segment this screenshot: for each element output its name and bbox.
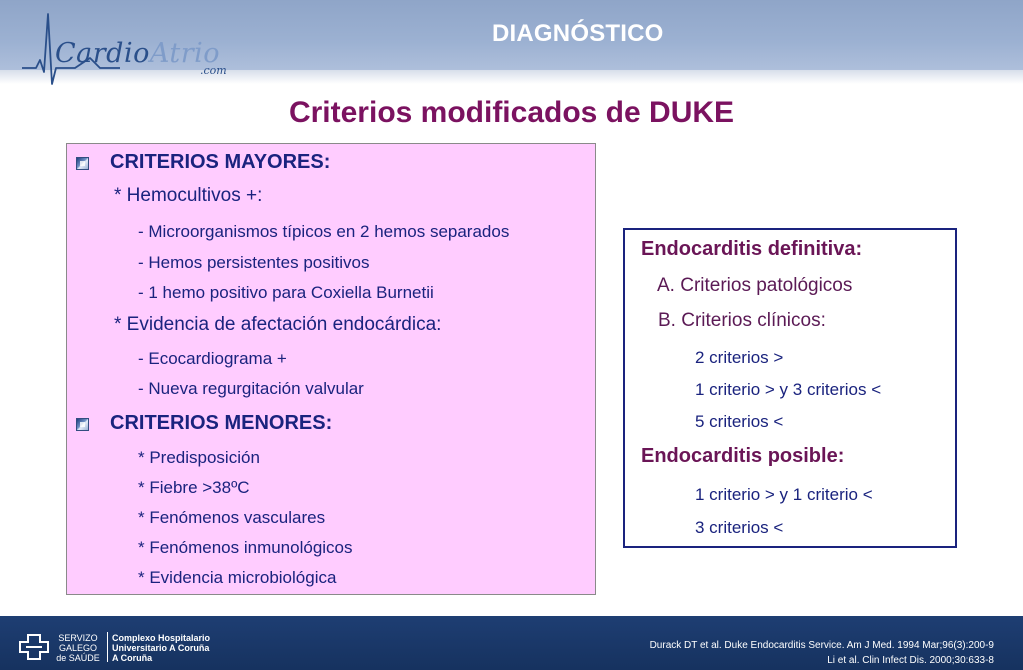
possible-item: 3 criterios < xyxy=(695,518,784,537)
minor-item: * Fenómenos inmunológicos xyxy=(138,538,353,557)
minor-item: * Evidencia microbiológica xyxy=(138,568,337,587)
definite-heading: Endocarditis definitiva: xyxy=(641,238,863,260)
definite-a: A. Criterios patológicos xyxy=(657,275,853,296)
logo-domain: .com xyxy=(200,64,227,77)
hospital-line: Universitario A Coruña xyxy=(112,643,210,653)
endo-item: - Nueva regurgitación valvular xyxy=(138,379,364,398)
section-title: DIAGNÓSTICO xyxy=(492,20,664,47)
cardioatrio-logo[interactable] xyxy=(55,38,220,69)
footer-bar xyxy=(0,616,1023,670)
footer-divider xyxy=(107,632,108,662)
sergas-line: de SAÚDE xyxy=(56,653,100,663)
reference-line: Li et al. Clin Infect Dis. 2000;30:633-8 xyxy=(827,655,994,666)
references xyxy=(650,638,994,668)
sergas-cross-icon xyxy=(18,633,50,661)
minor-criteria-heading: CRITERIOS MENORES: xyxy=(110,412,333,434)
hospital-line: Complexo Hospitalario xyxy=(112,633,211,643)
hemo-item: - 1 hemo positivo para Coxiella Burnetii xyxy=(138,283,434,302)
major-criteria-heading: CRITERIOS MAYORES: xyxy=(110,151,331,173)
minor-item: * Predisposición xyxy=(138,448,260,467)
diagnosis-panel xyxy=(623,228,957,548)
clinical-item: 5 criterios < xyxy=(695,412,784,431)
hospital-line: A Coruña xyxy=(112,653,153,663)
sergas-line: GALEGO xyxy=(58,643,97,653)
sergas-name xyxy=(52,633,104,663)
page-title: Criterios modificados de DUKE xyxy=(288,96,735,129)
sergas-line: SERVIZO xyxy=(58,633,98,643)
definite-b: B. Criterios clínicos: xyxy=(658,310,826,331)
hemo-item: - Microorganismos típicos en 2 hemos separados xyxy=(138,222,510,241)
square-bullet-icon xyxy=(76,157,89,170)
clinical-item: 1 criterio > y 3 criterios < xyxy=(695,380,882,399)
logo-part-cardio: Cardio xyxy=(55,38,150,69)
hemocultivos-heading: * Hemocultivos +: xyxy=(114,185,263,206)
logo-part-atrio: Atrio xyxy=(149,38,221,69)
possible-heading: Endocarditis posible: xyxy=(641,445,845,467)
hospital-name xyxy=(112,633,210,663)
reference-line: Durack DT et al. Duke Endocarditis Service. Am J Med. 1994 Mar;96(3):200-9 xyxy=(649,640,994,651)
hemo-item: - Hemos persistentes positivos xyxy=(138,253,370,272)
endo-item: - Ecocardiograma + xyxy=(138,349,287,368)
criteria-panel xyxy=(66,143,596,595)
clinical-item: 2 criterios > xyxy=(695,348,784,367)
minor-item: * Fiebre >38ºC xyxy=(138,478,250,497)
square-bullet-icon xyxy=(76,418,89,431)
possible-item: 1 criterio > y 1 criterio < xyxy=(695,485,873,504)
minor-item: * Fenómenos vasculares xyxy=(138,508,326,527)
endocardial-heading: * Evidencia de afectación endocárdica: xyxy=(114,314,442,335)
